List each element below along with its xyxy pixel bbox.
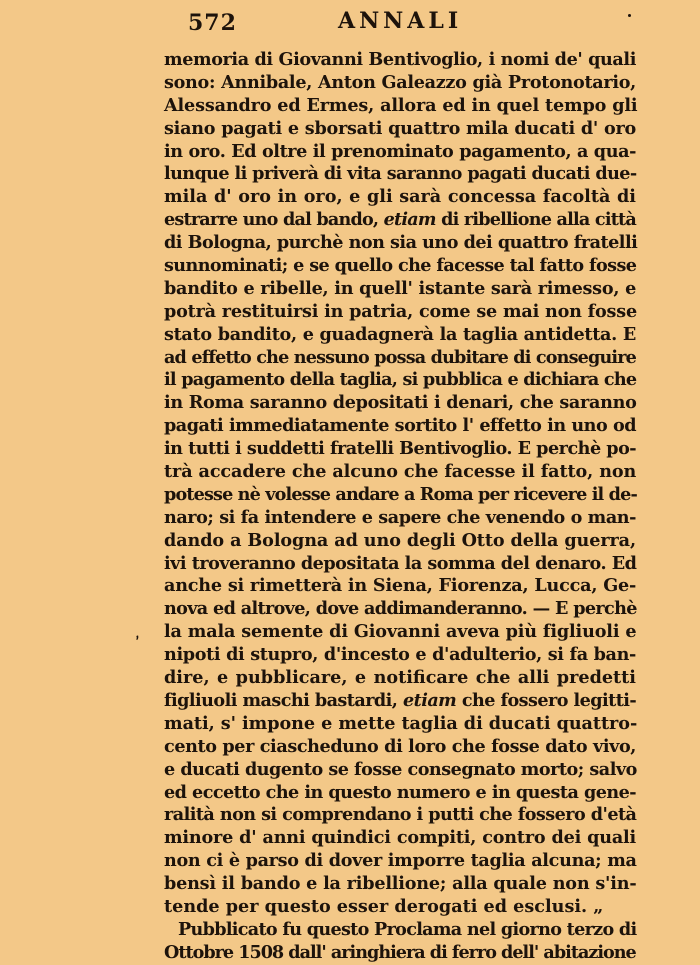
text-line: sono: Annibale, Anton Galeazzo già Protonotario, [164,71,636,93]
text-line: mila d' oro in oro, e gli sarà concessa facoltà di [164,186,636,208]
text-line: nova ed altrove, dove addimanderanno. — E perchè [164,598,637,620]
text-line [164,690,636,713]
running-title: ANNALI [338,8,463,34]
text-line: memoria di Giovanni Bentivoglio, i nomi de' quali [164,49,636,70]
text-line: Ottobre 1508 dall' aringhiera di ferro dell' abitazione [164,941,636,963]
text-segment: che fossero legitti- [456,689,637,711]
italic-word: etiam [402,689,457,711]
text-line: siano pagati e sborsati quattro mila ducati d' oro [164,117,636,139]
text-line: in oro. Ed oltre il prenominato pagamento, a qua- [164,140,636,162]
text-segment: estrarre uno dal bando, [164,209,384,231]
text-line: ivi troveranno depositata la somma del denaro. Ed [164,552,637,574]
text-line: ralità non si comprendano i putti che fossero d'età [164,804,637,826]
page-header [0,8,700,38]
text-line: Alessandro ed Ermes, allora ed in quel tempo gli [164,94,638,116]
text-segment: figliuoli maschi bastardi, [164,689,403,711]
text-line: minore d' anni quindici compiti, contro dei quali [164,827,636,849]
text-line: il pagamento della taglia, si pubblica e dichiara che [164,369,637,391]
text-line: la mala semente di Giovanni aveva più figliuoli e [164,621,637,643]
text-line: bensì il bando e la ribellione; alla quale non s'in- [164,873,637,895]
text-line: Pubblicato fu questo Proclama nel giorno terzo di [178,918,637,940]
text-line: ed eccetto che in questo numero e in questa gene- [164,781,636,803]
text-line: potrà restituirsi in patria, come se mai non fosse [164,300,637,322]
text-line: cento per ciascheduno di loro che fosse dato vivo, [164,735,636,757]
text-line: lunque li priverà di vita saranno pagati ducati due- [164,163,637,185]
text-line: trà accadere che alcuno che facesse il fatto, non [164,461,637,483]
text-line: bandito e ribelle, in quell' istante sarà rimesso, e [164,277,637,299]
text-line: anche si rimetterà in Siena, Fiorenza, Lucca, Ge- [164,575,637,597]
text-line: di Bologna, purchè non sia uno dei quattro fratelli [164,232,638,254]
text-line: ad effetto che nessuno possa dubitare di conseguire [164,346,636,368]
text-line: in Roma saranno depositati i denari, che saranno [164,392,637,414]
text-line: sunnominati; e se quello che facesse tal fatto fosse [164,255,637,277]
text-line: potesse nè volesse andare a Roma per ricevere il de- [164,483,637,505]
text-segment: di ribellione alla città [435,209,636,231]
text-line: e ducati dugento se fosse consegnato morto; salvo [164,758,637,780]
text-line: in tutti i suddetti fratelli Bentivoglio. E perchè po- [164,438,637,460]
margin-mark: ‚ [131,625,142,643]
text-line: dire, e pubblicare, e notificare che alli predetti [164,667,636,689]
text-line: pagati immediatamente sortito l' effetto in uno od [164,415,636,437]
body-text [164,49,636,965]
text-line: nipoti di stupro, d'incesto e d'adulterio, si fa ban- [164,644,636,666]
italic-word: etiam [383,209,436,231]
text-line: mati, s' impone e mette taglia di ducati quattro- [164,712,638,734]
text-line: tende per questo esser derogati ed esclusi. „ [164,895,604,917]
text-line: non ci è parso di dover imporre taglia alcuna; ma [164,850,637,872]
text-line: stato bandito, e guadagnerà la taglia antidetta. E [164,323,636,345]
text-line: naro; si fa intendere e sapere che venendo o man- [164,506,636,528]
ink-speck [628,14,631,17]
text-line [164,209,636,232]
page-number: 572 [188,10,237,36]
text-line: dando a Bologna ad uno degli Otto della guerra, [164,529,636,551]
